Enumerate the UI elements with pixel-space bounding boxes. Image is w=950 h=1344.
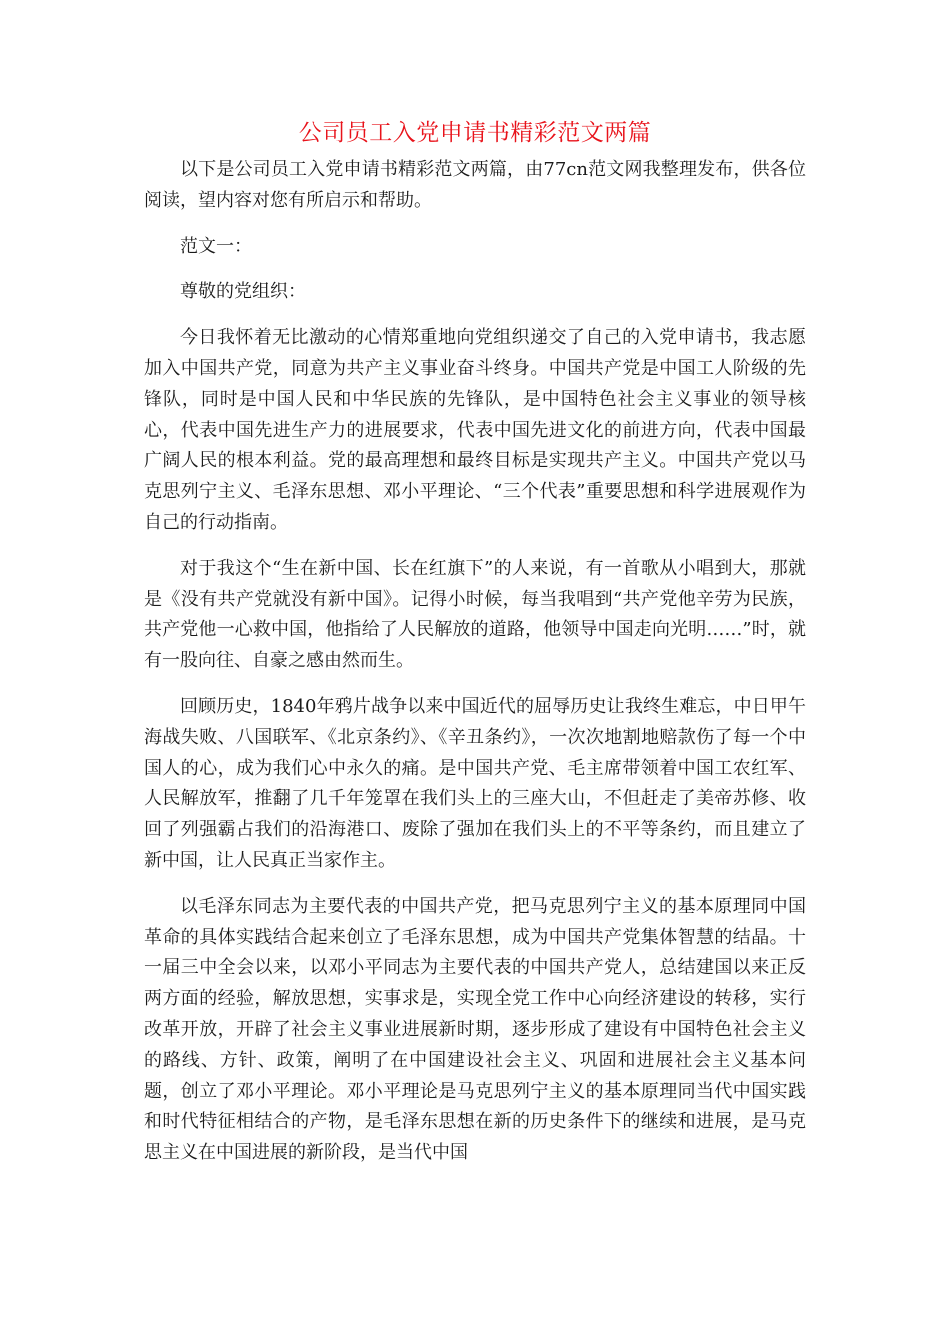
body-paragraph: 以毛泽东同志为主要代表的中国共产党，把马克思列宁主义的基本原理同中国革命的具体实践结合起来创立了毛泽东思想，成为中国共产党集体智慧的结晶。十一届三中全会以来，以邓小平同志为主要代表的中国共产党人，总结建国以来正反两方面的经验，解放思想，实事求是，实现全党工作中心向经济建设的转移，实行改革开放，开辟了社会主义事业进展新时期，逐步形成了建设有中国特色社会主义的路线、方针、政策，阐明了在中国建设社会主义、巩固和进展社会主义基本问题，创立了邓小平理论。邓小平理论是马克思列宁主义的基本原理同当代中国实践和时代特征相结合的产物，是毛泽东思想在新的历史条件下的继续和进展，是马克思主义在中国进展的新阶段，是当代中国 [144, 895, 806, 1164]
body-paragraph: 今日我怀着无比激动的心情郑重地向党组织递交了自己的入党申请书，我志愿加入中国共产党，同意为共产主义事业奋斗终身。中国共产党是中国工人阶级的先锋队，同时是中国人民和中华民族的先锋队，是中国特色社会主义事业的领导核心，代表中国先进生产力的进展要求，代表中国先进文化的前进方向，代表中国最广阔人民的根本利益。党的最高理想和最终目标是实现共产主义。中国共产党以马克思列宁主义、毛泽东思想、邓小平理论、“三个代表”重要思想和科学进展观作为自己的行动指南。 [144, 327, 806, 533]
body-paragraph: 对于我这个“生在新中国、长在红旗下”的人来说，有一首歌从小唱到大，那就是《没有共产党就没有新中国》。记得小时候，每当我唱到“共产党他辛劳为民族，共产党他一心救中国，他指给了人民解放的道路，他领导中国走向光明……”时，就有一股向往、自豪之感由然而生。 [144, 557, 806, 672]
body-paragraph: 回顾历史，1840年鸦片战争以来中国近代的屈辱历史让我终生难忘，中日甲午海战失败、八国联军、《北京条约》、《辛丑条约》，一次次地割地赔款伤了每一个中国人的心，成为我们心中永久的痛。是中国共产党、毛主席带领着中国工农红军、人民解放军，推翻了几千年笼罩在我们头上的三座大山，不但赶走了美帝苏修、收回了列强霸占我们的沿海港口、废除了强加在我们头上的不平等条约，而且建立了新中国，让人民真正当家作主。 [144, 695, 806, 871]
section-label: 范文一： [180, 235, 252, 257]
document-title: 公司员工入党申请书精彩范文两篇 [298, 120, 652, 146]
document-body [144, 155, 806, 1184]
salutation: 尊敬的党组织： [180, 281, 306, 303]
intro-paragraph: 以下是公司员工入党申请书精彩范文两篇，由77cn范文网我整理发布，供各位阅读，望内容对您有所启示和帮助。 [144, 159, 806, 211]
